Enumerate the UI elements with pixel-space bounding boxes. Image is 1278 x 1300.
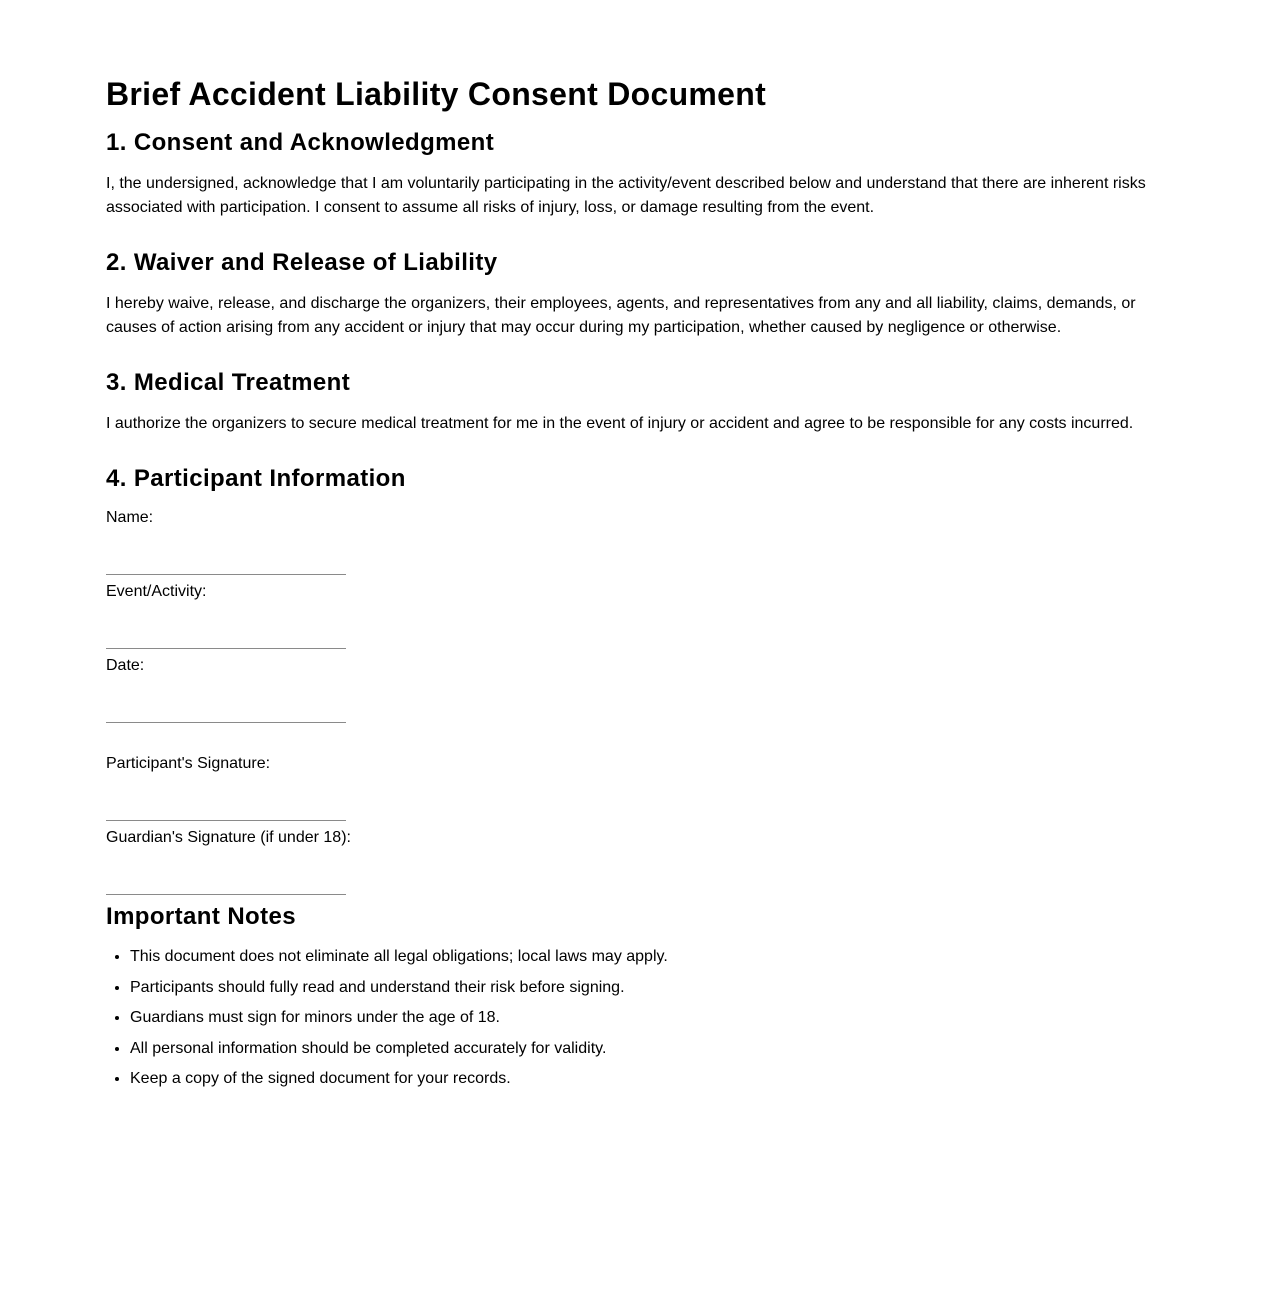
list-item: • Participants should fully read and understand their risk before signing. — [130, 975, 668, 1006]
notes-heading: Important Notes — [106, 903, 297, 930]
notes-list — [106, 944, 668, 1097]
name-field[interactable] — [106, 574, 346, 575]
section-heading-consent: 1. Consent and Acknowledgment — [106, 129, 495, 156]
document-title: Brief Accident Liability Consent Document — [106, 76, 767, 112]
section-text-waiver: I hereby waive, release, and discharge the organizers, their employees, agents, and representatives from any and all liability, claims, demands, or causes of action arising from any accident or injury that may occur during my participation, whether caused by negligence or otherwise. — [106, 295, 1136, 336]
section-text-medical: I authorize the organizers to secure medical treatment for me in the event of injury or accident and agree to be responsible for any costs incurred. — [106, 415, 1134, 432]
name-label: Name: — [106, 509, 154, 526]
list-item: • All personal information should be completed accurately for validity. — [130, 1036, 668, 1067]
section-text-consent: I, the undersigned, acknowledge that I am voluntarily participating in the activity/event described below and understand that there are inherent risks associated with participation. I consent to assume all risks of injury, loss, or damage resulting from the event. — [106, 175, 1146, 216]
guardian-signature-label: Guardian's Signature (if under 18): — [106, 829, 351, 846]
section-heading-waiver: 2. Waiver and Release of Liability — [106, 249, 498, 276]
section-heading-participant: 4. Participant Information — [106, 465, 406, 492]
list-item: • This document does not eliminate all legal obligations; local laws may apply. — [130, 944, 668, 975]
section-heading-medical: 3. Medical Treatment — [106, 369, 351, 396]
date-label: Date: — [106, 657, 145, 674]
participant-signature-field[interactable] — [106, 820, 346, 821]
participant-signature-label: Participant's Signature: — [106, 755, 271, 772]
list-item: • Keep a copy of the signed document for your records. — [130, 1066, 668, 1097]
guardian-signature-field[interactable] — [106, 894, 346, 895]
event-activity-field[interactable] — [106, 648, 346, 649]
list-item: • Guardians must sign for minors under the age of 18. — [130, 1005, 668, 1036]
date-field[interactable] — [106, 722, 346, 723]
event-activity-label: Event/Activity: — [106, 583, 207, 600]
